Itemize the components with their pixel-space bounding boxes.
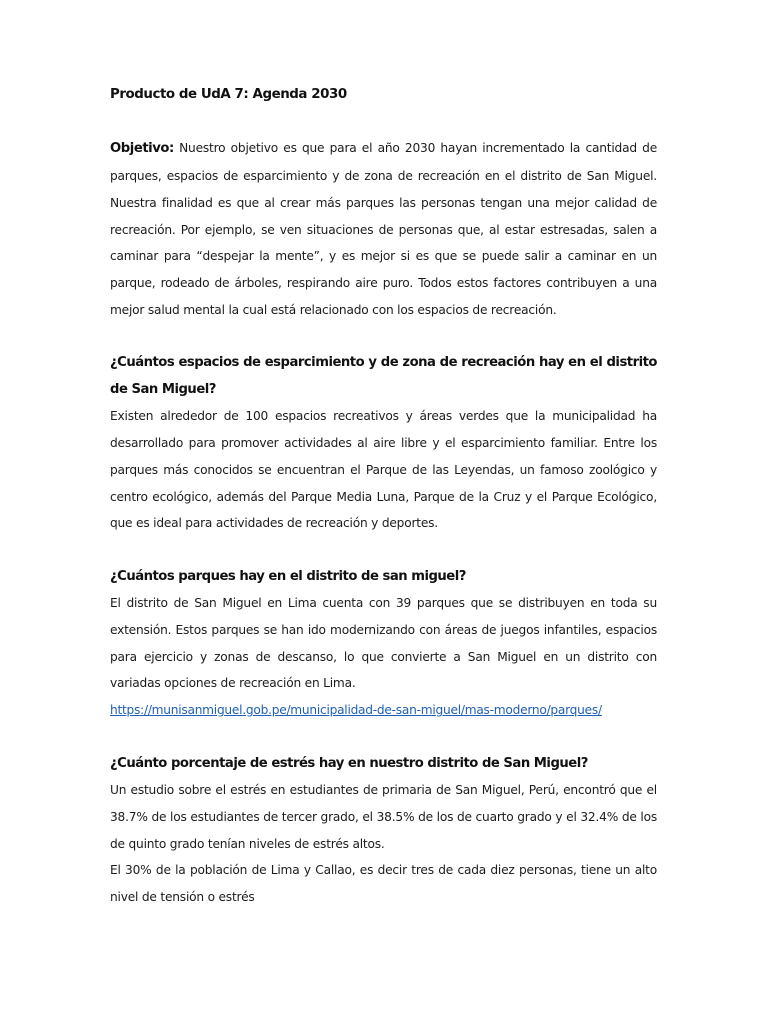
objective-label: Objetivo: <box>110 141 174 157</box>
source-link[interactable]: https://munisanmiguel.gob.pe/municipalidad-de-san-miguel/mas-moderno/parques/ <box>110 703 602 718</box>
spacer <box>110 724 657 751</box>
section-heading-espacios: ¿Cuántos espacios de esparcimiento y de zona de recreación hay en el distrito de San Miguel? <box>110 355 657 397</box>
document-title: Producto de UdA 7: Agenda 2030 <box>110 87 347 102</box>
section-paragraph-estres-estudio: Un estudio sobre el estrés en estudiantes de primaria de San Miguel, Perú, encontró que el 38.7% de los estudiantes de tercer grado, el 38.5% de los de cuarto grado y el 32.4% de los de quinto grado tenían niveles de estrés altos. <box>110 783 657 851</box>
source-link-line <box>110 697 657 724</box>
objective-text: Nuestro objetivo es que para el año 2030 hayan incrementado la cantidad de parques, espacios de esparcimiento y de zona de recreación en el distrito de San Miguel. Nuestra finalidad es que al crear más parques las personas tengan una mejor calidad de recreación. Por ejemplo, se ven situaciones de personas que, al estar estresadas, salen a caminar para “despejar la mente”, y es mejor si es que se puede salir a caminar en un parque, rodeado de árboles, respirando aire puro. Todos estos factores contribuyen a una mejor salud mental la cual está relacionado con los espacios de recreación. <box>110 141 658 317</box>
spacer <box>110 537 657 564</box>
document-page <box>110 82 657 911</box>
spacer <box>110 109 657 136</box>
section-paragraph-espacios: Existen alrededor de 100 espacios recreativos y áreas verdes que la municipalidad ha desarrollado para promover actividades al aire libre y el esparcimiento familiar. Entre los parques más conocidos se encuentran el Parque de las Leyendas, un famoso zoológico y centro ecológico, además del Parque Media Luna, Parque de la Cruz y el Parque Ecológico, que es ideal para actividades de recreación y deportes. <box>110 409 657 531</box>
section-heading-estres: ¿Cuánto porcentaje de estrés hay en nuestro distrito de San Miguel? <box>110 755 588 771</box>
section-heading-parques: ¿Cuántos parques hay en el distrito de san miguel? <box>110 568 466 584</box>
section-paragraph-estres-poblacion: El 30% de la población de Lima y Callao, es decir tres de cada diez personas, tiene un alto nivel de tensión o estrés <box>110 863 657 905</box>
section-paragraph-parques: El distrito de San Miguel en Lima cuenta con 39 parques que se distribuyen en toda su extensión. Estos parques se han ido modernizando con áreas de juegos infantiles, espacios para ejercicio y zonas de descanso, lo que convierte a San Miguel en un distrito con variadas opciones de recreación en Lima. <box>110 596 657 691</box>
spacer <box>110 323 657 350</box>
objective-paragraph <box>110 135 657 323</box>
